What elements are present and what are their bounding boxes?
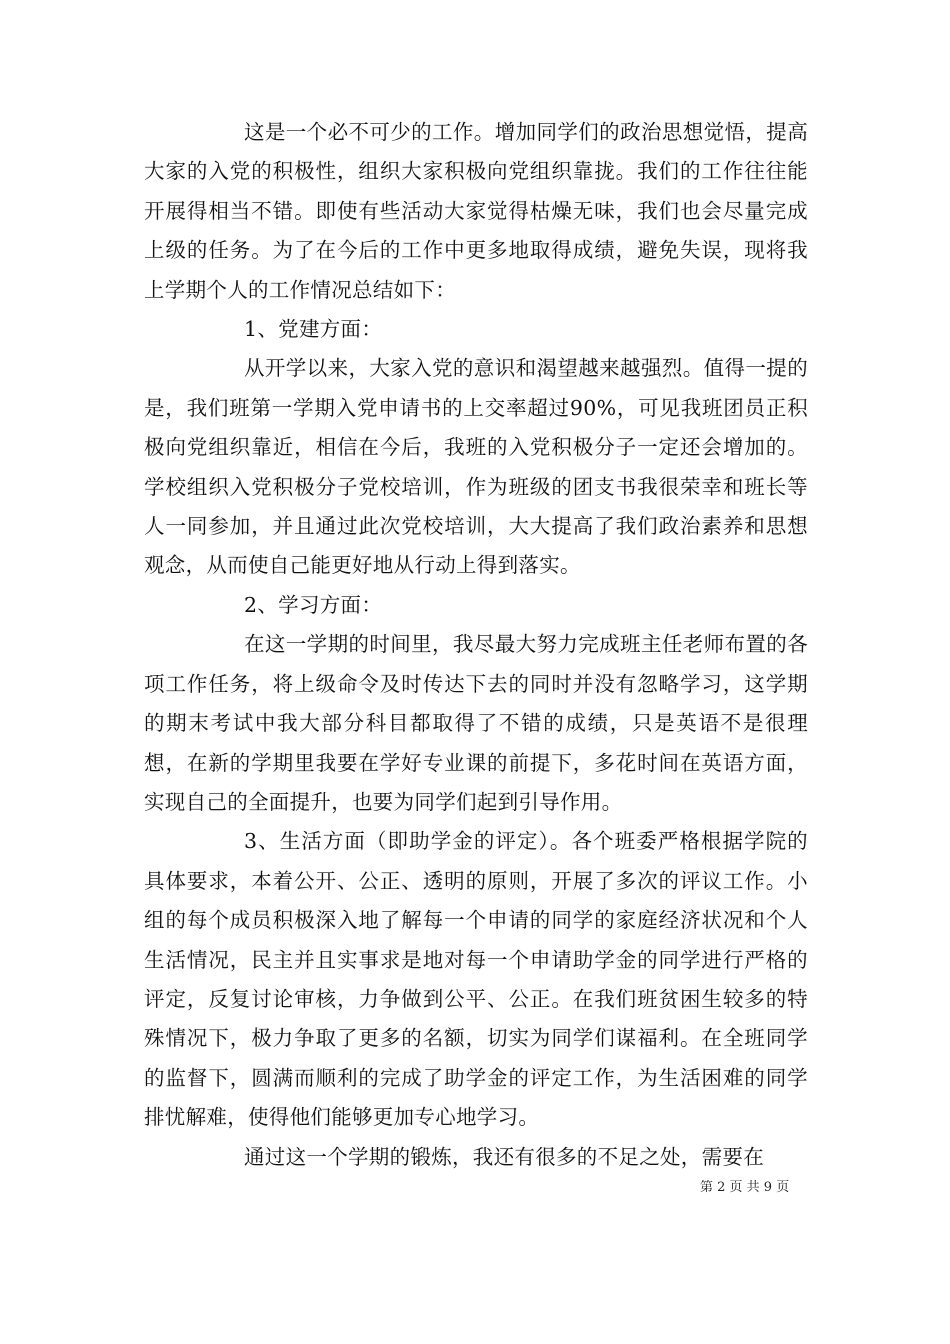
conclusion-paragraph: 通过这一个学期的锻炼，我还有很多的不足之处，需要在 [244,1144,764,1169]
party-building-paragraph: 从开学以来，大家入党的意识和渴望越来越强烈。值得一提的是，我们班第一学期入党申请书的上交率超过90%，可见我班团员正积极向党组织靠近，相信在今后，我班的入党积极分子一定还会增加的。学校组织入党积极分子党校培训，作为班级的团支书我很荣幸和班长等人一同参加，并且通过此次党校培训，大大提高了我们政治素养和思想观念，从而使自己能更好地从行动上得到落实。 [144,356,808,578]
life-paragraph: 3、生活方面（即助学金的评定）。各个班委严格根据学院的具体要求，本着公开、公正、透明的原则，开展了多次的评议工作。小组的每个成员积极深入地了解每一个申请的同学的家庭经济状况和个人生活情况，民主并且实事求是地对每一个申请助学金的同学进行严格的评定，反复讨论审核，力争做到公平、公正。在我们班贫困生较多的特殊情况下，极力争取了更多的名额，切实为同学们谋福利。在全班同学的监督下，圆满而顺利的完成了助学金的评定工作，为生活困难的同学排忧解难，使得他们能够更加专心地学习。 [144,829,808,1130]
section-heading-party-building: 1、党建方面： [244,317,383,342]
intro-paragraph: 这是一个必不可少的工作。增加同学们的政治思想觉悟，提高大家的入党的积极性，组织大家积极向党组织靠拢。我们的工作往往能开展得相当不错。即使有些活动大家觉得枯燥无味，我们也会尽量完成上级的任务。为了在今后的工作中更多地取得成绩，避免失误，现将我上学期个人的工作情况总结如下： [144,120,808,302]
section-heading-study: 2、学习方面： [244,592,383,617]
document-body [144,113,808,1177]
study-paragraph: 在这一学期的时间里，我尽最大努力完成班主任老师布置的各项工作任务，将上级命令及时传达下去的同时并没有忽略学习，这学期的期末考试中我大部分科目都取得了不错的成绩，只是英语不是很理想，在新的学期里我要在学好专业课的前提下，多花时间在英语方面，实现自己的全面提升，也要为同学们起到引导作用。 [144,632,808,814]
page-number-footer: 第 2 页 共 9 页 [700,1180,790,1195]
